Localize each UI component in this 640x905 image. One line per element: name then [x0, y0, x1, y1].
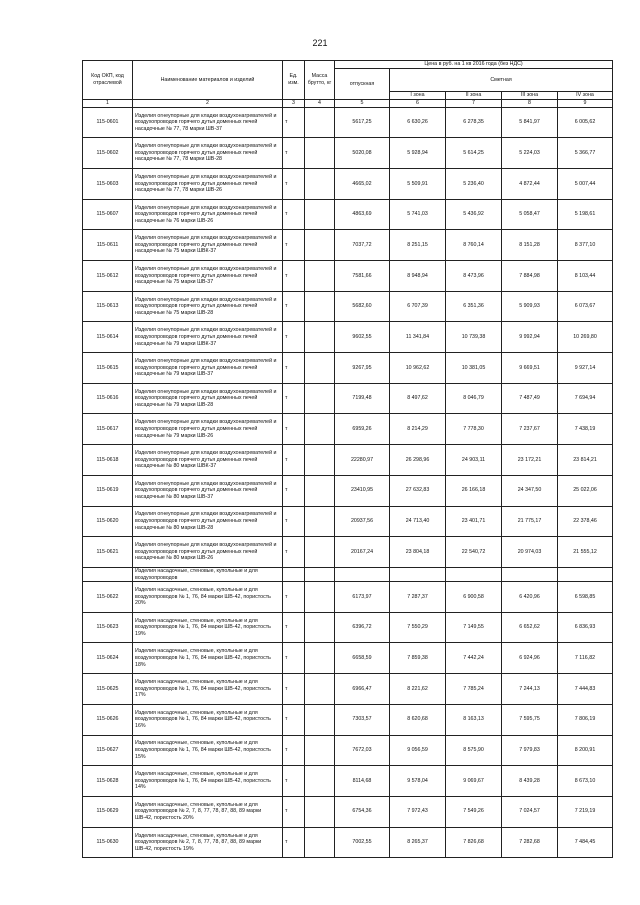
zone-4-price: 21 555,12 — [558, 537, 613, 568]
zone-3-price: 21 775,17 — [502, 506, 558, 537]
mass — [305, 582, 335, 613]
release-price: 7037,72 — [335, 230, 390, 261]
zone-1-price: 27 632,83 — [390, 475, 446, 506]
product-name: Изделия насадочные, стеновые, купольные и для воздухопроводов № 1, 76, 84 марки ШВ-42, пористость 18% — [133, 643, 283, 674]
zone-2-price: 7 785,24 — [446, 674, 502, 705]
product-name: Изделия насадочные, стеновые, купольные и для воздухопроводов № 1, 76, 84 марки ШВ-42, пористость 15% — [133, 735, 283, 766]
mass — [305, 612, 335, 643]
zone-4-price: 8 377,10 — [558, 230, 613, 261]
zone-3-price: 9 669,51 — [502, 353, 558, 384]
header-zone-2: II зона — [446, 92, 502, 100]
zone-4-price: 7 806,19 — [558, 704, 613, 735]
mass — [305, 414, 335, 445]
zone-2-price: 23 401,71 — [446, 506, 502, 537]
mass — [305, 107, 335, 138]
unit: т — [283, 107, 305, 138]
release-price: 7002,55 — [335, 827, 390, 858]
mass — [305, 796, 335, 827]
empty-cell — [446, 567, 502, 581]
product-name: Изделия огнеупорные для кладки воздухонагревателей и воздухопроводов горячего дутья доменных печей насадочные № 80 марки ШВ-28 — [133, 506, 283, 537]
mass — [305, 353, 335, 384]
zone-2-price: 6 351,36 — [446, 291, 502, 322]
zone-3-price: 5 909,93 — [502, 291, 558, 322]
table-row — [83, 704, 613, 735]
zone-1-price: 8 948,94 — [390, 261, 446, 292]
zone-4-price: 8 200,91 — [558, 735, 613, 766]
zone-3-price: 9 992,94 — [502, 322, 558, 353]
release-price: 9602,55 — [335, 322, 390, 353]
product-name: Изделия насадочные, стеновые, купольные и для воздухопроводов № 1, 76, 84 марки ШВ-42, пористость 19% — [133, 612, 283, 643]
zone-1-price: 8 620,68 — [390, 704, 446, 735]
release-price: 6959,26 — [335, 414, 390, 445]
product-name: Изделия насадочные, стеновые, купольные и для воздухопроводов № 1, 76, 84 марки ШВ-42, пористость 20% — [133, 582, 283, 613]
table-row — [83, 766, 613, 797]
release-price: 5682,60 — [335, 291, 390, 322]
zone-2-price: 8 473,96 — [446, 261, 502, 292]
product-name: Изделия огнеупорные для кладки воздухонагревателей и воздухопроводов горячего дутья доменных печей насадочные № 77, 78 марки ШВ-28 — [133, 138, 283, 169]
unit: т — [283, 475, 305, 506]
empty-cell — [390, 567, 446, 581]
product-code: 115-0624 — [83, 643, 133, 674]
zone-1-price: 5 928,94 — [390, 138, 446, 169]
mass — [305, 230, 335, 261]
zone-2-price: 7 549,26 — [446, 796, 502, 827]
table-row — [83, 383, 613, 414]
zone-3-price: 6 924,96 — [502, 643, 558, 674]
zone-2-price: 5 614,25 — [446, 138, 502, 169]
unit: т — [283, 735, 305, 766]
mass — [305, 199, 335, 230]
column-number: 7 — [446, 100, 502, 108]
table-row — [83, 445, 613, 476]
zone-1-price: 8 251,15 — [390, 230, 446, 261]
product-code: 115-0602 — [83, 138, 133, 169]
unit: т — [283, 291, 305, 322]
product-name: Изделия огнеупорные для кладки воздухонагревателей и воздухопроводов горячего дутья доменных печей насадочные № 80 марки ШВК-37 — [133, 445, 283, 476]
zone-3-price: 7 884,98 — [502, 261, 558, 292]
zone-3-price: 24 347,50 — [502, 475, 558, 506]
unit: т — [283, 704, 305, 735]
release-price: 6173,97 — [335, 582, 390, 613]
zone-2-price: 5 436,92 — [446, 199, 502, 230]
zone-4-price: 22 378,46 — [558, 506, 613, 537]
zone-4-price: 8 673,10 — [558, 766, 613, 797]
mass — [305, 537, 335, 568]
header-unit: Ед. изм. — [283, 61, 305, 100]
zone-2-price: 10 381,05 — [446, 353, 502, 384]
zone-4-price: 7 116,82 — [558, 643, 613, 674]
table-row — [83, 582, 613, 613]
empty-cell — [83, 567, 133, 581]
release-price: 22280,97 — [335, 445, 390, 476]
release-price: 5020,08 — [335, 138, 390, 169]
unit: т — [283, 582, 305, 613]
header-mass: Масса брутто, кг — [305, 61, 335, 100]
zone-2-price: 7 149,55 — [446, 612, 502, 643]
zone-2-price: 7 826,68 — [446, 827, 502, 858]
zone-4-price: 7 438,19 — [558, 414, 613, 445]
product-code: 115-0627 — [83, 735, 133, 766]
product-name: Изделия огнеупорные для кладки воздухонагревателей и воздухопроводов горячего дутья доменных печей насадочные № 80 марки ШВ-26 — [133, 537, 283, 568]
product-name: Изделия огнеупорные для кладки воздухонагревателей и воздухопроводов горячего дутья доменных печей насадочные № 75 марки ШВ-28 — [133, 291, 283, 322]
group-row — [83, 567, 613, 581]
product-name: Изделия насадочные, стеновые, купольные и для воздухопроводов № 2, 7, 8, 77, 78, 87, 88, 89 марки ШВ-42, пористость 20% — [133, 796, 283, 827]
zone-1-price: 5 741,03 — [390, 199, 446, 230]
release-price: 7199,48 — [335, 383, 390, 414]
zone-3-price: 6 420,96 — [502, 582, 558, 613]
unit: т — [283, 261, 305, 292]
table-row — [83, 230, 613, 261]
zone-1-price: 7 550,29 — [390, 612, 446, 643]
product-code: 115-0625 — [83, 674, 133, 705]
zone-2-price: 6 278,35 — [446, 107, 502, 138]
product-name: Изделия огнеупорные для кладки воздухонагревателей и воздухопроводов горячего дутья доменных печей насадочные № 77, 78 марки ШВ-26 — [133, 168, 283, 199]
unit: т — [283, 674, 305, 705]
release-price: 7303,57 — [335, 704, 390, 735]
product-code: 115-0616 — [83, 383, 133, 414]
product-name: Изделия огнеупорные для кладки воздухонагревателей и воздухопроводов горячего дутья доменных печей насадочные № 77, 78 марки ШВ-37 — [133, 107, 283, 138]
zone-4-price: 10 269,80 — [558, 322, 613, 353]
product-name: Изделия огнеупорные для кладки воздухонагревателей и воздухопроводов горячего дутья доменных печей насадочные № 79 марки ШВ-37 — [133, 353, 283, 384]
product-code: 115-0619 — [83, 475, 133, 506]
table-row — [83, 674, 613, 705]
header-code: Код ОКП, код отраслевой — [83, 61, 133, 100]
zone-3-price: 7 237,67 — [502, 414, 558, 445]
zone-1-price: 7 859,38 — [390, 643, 446, 674]
product-name: Изделия огнеупорные для кладки воздухонагревателей и воздухопроводов горячего дутья доменных печей насадочные № 79 марки ШВ-26 — [133, 414, 283, 445]
mass — [305, 475, 335, 506]
page-number: 221 — [312, 38, 328, 48]
zone-3-price: 7 282,68 — [502, 827, 558, 858]
header-name: Наименование материалов и изделий — [133, 61, 283, 100]
column-number: 6 — [390, 100, 446, 108]
unit: т — [283, 199, 305, 230]
release-price: 9267,95 — [335, 353, 390, 384]
product-code: 115-0611 — [83, 230, 133, 261]
zone-4-price: 9 927,14 — [558, 353, 613, 384]
release-price: 6966,47 — [335, 674, 390, 705]
table-row — [83, 475, 613, 506]
product-name: Изделия насадочные, стеновые, купольные и для воздухопроводов № 2, 7, 8, 77, 78, 87, 88, 89 марки ШВ-42, пористость 19% — [133, 827, 283, 858]
product-code: 115-0628 — [83, 766, 133, 797]
unit: т — [283, 230, 305, 261]
unit: т — [283, 168, 305, 199]
zone-1-price: 10 962,62 — [390, 353, 446, 384]
table-row — [83, 107, 613, 138]
mass — [305, 261, 335, 292]
unit: т — [283, 414, 305, 445]
zone-2-price: 24 903,11 — [446, 445, 502, 476]
zone-2-price: 8 760,14 — [446, 230, 502, 261]
unit: т — [283, 827, 305, 858]
column-number: 5 — [335, 100, 390, 108]
zone-3-price: 20 974,03 — [502, 537, 558, 568]
column-number: 3 — [283, 100, 305, 108]
release-price: 6658,59 — [335, 643, 390, 674]
table-row — [83, 322, 613, 353]
zone-4-price: 7 484,45 — [558, 827, 613, 858]
header-zone-4: IV зона — [558, 92, 613, 100]
zone-1-price: 26 298,96 — [390, 445, 446, 476]
unit: т — [283, 353, 305, 384]
product-code: 115-0629 — [83, 796, 133, 827]
release-price: 8114,68 — [335, 766, 390, 797]
zone-4-price: 7 444,83 — [558, 674, 613, 705]
table-row — [83, 643, 613, 674]
product-name: Изделия огнеупорные для кладки воздухонагревателей и воздухопроводов горячего дутья доменных печей насадочные № 75 марки ШВК-37 — [133, 230, 283, 261]
product-name: Изделия насадочные, стеновые, купольные и для воздухопроводов № 1, 76, 84 марки ШВ-42, пористость 17% — [133, 674, 283, 705]
zone-2-price: 10 739,38 — [446, 322, 502, 353]
unit: т — [283, 383, 305, 414]
product-code: 115-0618 — [83, 445, 133, 476]
zone-1-price: 8 214,29 — [390, 414, 446, 445]
table-row — [83, 537, 613, 568]
header-estimate: Сметная — [390, 68, 613, 92]
product-code: 115-0621 — [83, 537, 133, 568]
table-row — [83, 827, 613, 858]
unit: т — [283, 506, 305, 537]
empty-cell — [558, 567, 613, 581]
release-price: 7672,03 — [335, 735, 390, 766]
zone-3-price: 5 224,03 — [502, 138, 558, 169]
mass — [305, 291, 335, 322]
product-code: 115-0617 — [83, 414, 133, 445]
empty-cell — [283, 567, 305, 581]
zone-4-price: 6 836,93 — [558, 612, 613, 643]
product-code: 115-0614 — [83, 322, 133, 353]
price-table — [82, 60, 613, 858]
zone-4-price: 6 598,85 — [558, 582, 613, 613]
product-code: 115-0620 — [83, 506, 133, 537]
product-code: 115-0626 — [83, 704, 133, 735]
mass — [305, 445, 335, 476]
release-price: 20167,24 — [335, 537, 390, 568]
header-price-title: Цена в руб. на 1 кв 2016 года (без НДС) — [335, 61, 613, 69]
zone-1-price: 9 578,04 — [390, 766, 446, 797]
zone-1-price: 9 056,59 — [390, 735, 446, 766]
product-code: 115-0603 — [83, 168, 133, 199]
zone-2-price: 8 575,90 — [446, 735, 502, 766]
zone-3-price: 5 841,97 — [502, 107, 558, 138]
table-row — [83, 261, 613, 292]
product-name: Изделия огнеупорные для кладки воздухонагревателей и воздухопроводов горячего дутья доменных печей насадочные № 80 марки ШВ-37 — [133, 475, 283, 506]
mass — [305, 674, 335, 705]
zone-2-price: 7 442,24 — [446, 643, 502, 674]
release-price: 4863,69 — [335, 199, 390, 230]
table-row — [83, 138, 613, 169]
zone-4-price: 25 022,06 — [558, 475, 613, 506]
unit: т — [283, 445, 305, 476]
zone-4-price: 7 694,94 — [558, 383, 613, 414]
zone-3-price: 8 439,28 — [502, 766, 558, 797]
product-code: 115-0623 — [83, 612, 133, 643]
zone-3-price: 7 595,75 — [502, 704, 558, 735]
empty-cell — [335, 567, 390, 581]
header-release: отпускная — [335, 68, 390, 99]
zone-4-price: 8 103,44 — [558, 261, 613, 292]
zone-1-price: 24 713,40 — [390, 506, 446, 537]
table-row — [83, 414, 613, 445]
zone-1-price: 5 509,91 — [390, 168, 446, 199]
zone-1-price: 7 972,43 — [390, 796, 446, 827]
table-row — [83, 735, 613, 766]
zone-4-price: 5 366,77 — [558, 138, 613, 169]
table-row — [83, 353, 613, 384]
zone-1-price: 23 804,18 — [390, 537, 446, 568]
mass — [305, 735, 335, 766]
table-row — [83, 168, 613, 199]
zone-4-price: 5 007,44 — [558, 168, 613, 199]
unit: т — [283, 537, 305, 568]
zone-4-price: 6 005,62 — [558, 107, 613, 138]
unit: т — [283, 643, 305, 674]
column-number: 1 — [83, 100, 133, 108]
zone-2-price: 7 778,30 — [446, 414, 502, 445]
release-price: 7581,66 — [335, 261, 390, 292]
table-row — [83, 796, 613, 827]
table-row — [83, 291, 613, 322]
release-price: 5617,25 — [335, 107, 390, 138]
group-heading: Изделия насадочные, стеновые, купольные и для воздухопроводов — [133, 567, 283, 581]
zone-3-price: 8 151,28 — [502, 230, 558, 261]
zone-4-price: 6 073,67 — [558, 291, 613, 322]
zone-3-price: 23 172,21 — [502, 445, 558, 476]
product-name: Изделия огнеупорные для кладки воздухонагревателей и воздухопроводов горячего дутья доменных печей насадочные № 79 марки ШВК-37 — [133, 322, 283, 353]
header-zone-3: III зона — [502, 92, 558, 100]
empty-cell — [305, 567, 335, 581]
product-code: 115-0615 — [83, 353, 133, 384]
table-row — [83, 199, 613, 230]
release-price: 20937,56 — [335, 506, 390, 537]
product-name: Изделия огнеупорные для кладки воздухонагревателей и воздухопроводов горячего дутья доменных печей насадочные № 75 марки ШВ-37 — [133, 261, 283, 292]
zone-3-price: 4 872,44 — [502, 168, 558, 199]
release-price: 6754,36 — [335, 796, 390, 827]
zone-1-price: 7 287,37 — [390, 582, 446, 613]
zone-2-price: 5 236,40 — [446, 168, 502, 199]
mass — [305, 168, 335, 199]
product-code: 115-0613 — [83, 291, 133, 322]
zone-4-price: 5 198,61 — [558, 199, 613, 230]
release-price: 6396,72 — [335, 612, 390, 643]
zone-2-price: 8 046,79 — [446, 383, 502, 414]
product-code: 115-0630 — [83, 827, 133, 858]
unit: т — [283, 766, 305, 797]
zone-4-price: 23 814,21 — [558, 445, 613, 476]
column-number: 9 — [558, 100, 613, 108]
zone-4-price: 7 219,19 — [558, 796, 613, 827]
product-code: 115-0601 — [83, 107, 133, 138]
mass — [305, 643, 335, 674]
product-code: 115-0607 — [83, 199, 133, 230]
column-number: 2 — [133, 100, 283, 108]
zone-2-price: 8 163,13 — [446, 704, 502, 735]
column-number: 8 — [502, 100, 558, 108]
zone-2-price: 6 900,58 — [446, 582, 502, 613]
table-row — [83, 506, 613, 537]
zone-3-price: 7 024,57 — [502, 796, 558, 827]
product-name: Изделия огнеупорные для кладки воздухонагревателей и воздухопроводов горячего дутья доменных печей насадочные № 76 марки ШВ-26 — [133, 199, 283, 230]
zone-3-price: 7 487,49 — [502, 383, 558, 414]
header-zone-1: I зона — [390, 92, 446, 100]
release-price: 4665,02 — [335, 168, 390, 199]
zone-1-price: 8 497,62 — [390, 383, 446, 414]
product-code: 115-0612 — [83, 261, 133, 292]
zone-3-price: 6 652,62 — [502, 612, 558, 643]
zone-2-price: 22 540,72 — [446, 537, 502, 568]
zone-1-price: 8 265,37 — [390, 827, 446, 858]
unit: т — [283, 796, 305, 827]
mass — [305, 766, 335, 797]
zone-3-price: 5 058,47 — [502, 199, 558, 230]
product-name: Изделия насадочные, стеновые, купольные и для воздухопроводов № 1, 76, 84 марки ШВ-42, пористость 16% — [133, 704, 283, 735]
product-name: Изделия насадочные, стеновые, купольные и для воздухопроводов № 1, 76, 84 марки ШВ-42, пористость 14% — [133, 766, 283, 797]
unit: т — [283, 322, 305, 353]
mass — [305, 506, 335, 537]
zone-3-price: 7 979,83 — [502, 735, 558, 766]
mass — [305, 704, 335, 735]
zone-2-price: 26 166,18 — [446, 475, 502, 506]
zone-1-price: 6 707,39 — [390, 291, 446, 322]
mass — [305, 827, 335, 858]
unit: т — [283, 138, 305, 169]
mass — [305, 138, 335, 169]
empty-cell — [502, 567, 558, 581]
mass — [305, 322, 335, 353]
column-number: 4 — [305, 100, 335, 108]
unit: т — [283, 612, 305, 643]
zone-1-price: 8 221,62 — [390, 674, 446, 705]
product-code: 115-0622 — [83, 582, 133, 613]
zone-3-price: 7 244,13 — [502, 674, 558, 705]
zone-1-price: 6 630,26 — [390, 107, 446, 138]
product-name: Изделия огнеупорные для кладки воздухонагревателей и воздухопроводов горячего дутья доменных печей насадочные № 79 марки ШВ-28 — [133, 383, 283, 414]
zone-1-price: 11 341,84 — [390, 322, 446, 353]
zone-2-price: 9 069,67 — [446, 766, 502, 797]
table-row — [83, 612, 613, 643]
release-price: 23410,95 — [335, 475, 390, 506]
mass — [305, 383, 335, 414]
